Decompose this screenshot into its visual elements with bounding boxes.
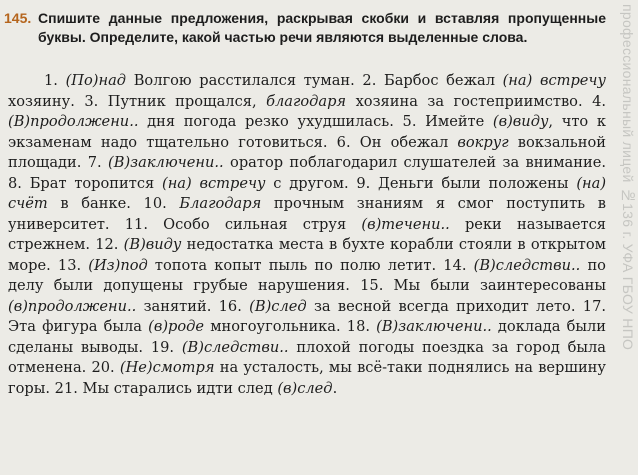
sentence-text: дня погода резко ухудшилась. bbox=[138, 113, 403, 130]
highlighted-word: благодаря bbox=[266, 92, 347, 110]
sentence-text: 3. Путник прощался, bbox=[84, 92, 267, 110]
highlighted-word: (В)след bbox=[249, 297, 307, 315]
sentence-text: плохой погоды поездка за город была отменена. bbox=[8, 338, 606, 376]
sentence-text: прочным знаниям я смог поступить в университет. bbox=[8, 195, 606, 233]
highlighted-word: вокруг bbox=[457, 133, 509, 151]
sentence-text: вокзальной площади. bbox=[8, 133, 606, 171]
highlighted-word: (в)течени.. bbox=[361, 215, 450, 233]
highlighted-word: (Не)смотря bbox=[119, 359, 215, 376]
sentence-text: 17. Эта фигура была bbox=[8, 297, 606, 335]
sentence-text: 21. Мы старались идти след bbox=[54, 379, 278, 397]
sentence-text: 2. Барбос бежал bbox=[362, 72, 503, 89]
sentence-text: 4. bbox=[592, 92, 606, 110]
sentence-text: топота копыт пыль по полю летит. bbox=[147, 256, 444, 274]
sentence-text: 16. bbox=[218, 297, 250, 315]
sentence bbox=[88, 154, 606, 171]
exercise-text bbox=[8, 71, 606, 399]
sentence-text: 8. Брат торопится bbox=[8, 174, 162, 192]
sentence-text: 15. Мы были заинтересованы bbox=[360, 277, 606, 294]
sentence-text: хозяину. bbox=[8, 92, 85, 110]
sentence-text: занятий. bbox=[136, 297, 219, 315]
sentence-text: за весной всегда приходит лето. bbox=[306, 297, 583, 315]
sentence bbox=[219, 298, 583, 315]
highlighted-word: (В)заключени.. bbox=[376, 318, 492, 335]
sentence-text: оратор поблагодарил слушателей за внимание. bbox=[223, 154, 606, 171]
sentence bbox=[84, 93, 592, 110]
sentence-text: в банке. bbox=[47, 195, 144, 212]
highlighted-word: (на) встречу bbox=[502, 72, 606, 89]
highlighted-word: (По)над bbox=[65, 72, 127, 89]
sentence-text: хозяина за гостеприимство. bbox=[346, 92, 593, 110]
sentence-text: 9. Деньги были положены bbox=[356, 174, 577, 192]
sentence-text: 10. bbox=[143, 195, 180, 212]
sentence-text: 1. bbox=[44, 72, 66, 89]
highlighted-word: (В)следстви.. bbox=[473, 256, 581, 274]
highlighted-word: (В)следстви.. bbox=[181, 338, 289, 356]
sentence bbox=[44, 72, 362, 89]
highlighted-word: (В)продолжени.. bbox=[8, 113, 139, 130]
task-instruction: Спишите данные предложения, раскрывая скобки и вставляя пропущенные буквы. Определите, какой частью речи являются выделенные слова. bbox=[38, 10, 606, 45]
sentence-text: 13. bbox=[57, 256, 89, 274]
highlighted-word: (Из)под bbox=[88, 256, 148, 274]
sentence bbox=[58, 257, 443, 274]
highlighted-word: (в)роде bbox=[148, 318, 205, 335]
sentence-text: реки называется стрежнем. bbox=[8, 215, 606, 253]
sentence-text: , что к экзаменам надо тщательно готовиться. bbox=[8, 113, 606, 151]
sentence-text: . bbox=[332, 379, 338, 397]
sentence-text: 5. Имейте bbox=[402, 113, 493, 130]
highlighted-word: Благодаря bbox=[179, 195, 262, 212]
sentence-text: 18. bbox=[346, 318, 377, 335]
task-number: 145. bbox=[4, 10, 32, 26]
library-watermark: профессиональный лицей №136 г. УФА ГБОУ НПО bbox=[620, 4, 636, 351]
sentence-text: 11. Особо сильная струя bbox=[124, 215, 362, 233]
sentence-text: Волгою расстилался туман. bbox=[126, 72, 363, 89]
sentence-text: 7. bbox=[87, 154, 109, 171]
sentence bbox=[8, 175, 356, 192]
sentence-text: с другом. bbox=[265, 174, 357, 192]
sentence-text: многоугольника. bbox=[204, 318, 347, 335]
highlighted-word: (в)след bbox=[277, 379, 333, 397]
highlighted-word: (в)продолжени.. bbox=[8, 297, 137, 315]
highlighted-word: (в)виду bbox=[492, 113, 549, 130]
sentence-text: 14. bbox=[443, 256, 474, 274]
sentence bbox=[55, 380, 338, 397]
sentence-text: недостатка места в бухте корабли стояли в открытом море. bbox=[8, 236, 606, 274]
sentence-text: по делу были допущены грубые нарушения. bbox=[8, 256, 606, 294]
sentence-text: 20. bbox=[91, 359, 120, 376]
task-header bbox=[4, 9, 606, 47]
sentence-text: на усталость, мы всё-таки поднялись на вершину горы. bbox=[8, 359, 606, 397]
sentence-text: 6. Он обежал bbox=[336, 133, 458, 151]
sentence-text: доклада были сделаны выводы. bbox=[8, 318, 607, 356]
sentence-text: 12. bbox=[95, 236, 124, 253]
highlighted-word: (В)заключени.. bbox=[108, 154, 224, 171]
sentence-text: 19. bbox=[150, 338, 182, 356]
highlighted-word: (на) счёт bbox=[8, 174, 607, 212]
highlighted-word: (на) встречу bbox=[162, 174, 266, 192]
highlighted-word: (В)виду bbox=[123, 236, 182, 253]
